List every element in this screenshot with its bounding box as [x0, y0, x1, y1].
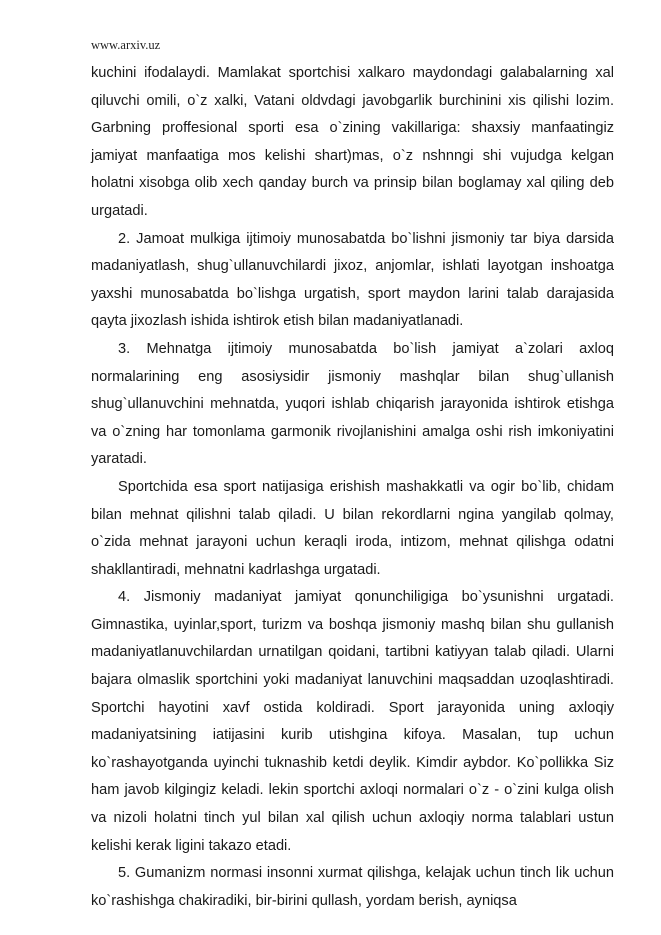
- paragraph-item-3: 3. Mehnatga ijtimoiy munosabatda bo`lish jamiyat a`zolari axloq normalarining eng asosiysidir jismoniy mashqlar bilan shug`ullanish shug`ullanuvchini mehnatda, yuqori ishlab chiqarish jarayonida ishtirok etishga va o`zning har tomonlama garmonik rivojlanishini amalga oshi rish imkoniyatini yaratadi.: [91, 340, 614, 468]
- paragraph-item-4: 4. Jismoniy madaniyat jamiyat qonunchiligiga bo`ysunishni urgatadi. Gimnastika, uyinlar,sport, turizm va boshqa jismoniy mashq bilan shu gullanish madaniyatlanuvchilardan urnatilgan qoidani, tartibni katiyyan talab qiladi. Ularni bajara olmaslik sportchini yoki madaniyat lanuvchini maqsaddan uzoqlashtiradi. Sportchi hayotini xavf ostida koldiradi. Sport jarayonida uning axloqiy madaniyatsining iatijasini kurib utishgina kifoya. Masalan, tup uchun ko`rashayotganda uyinchi tuknashib ketdi deylik. Kimdir aybdor. Ko`pollikka Siz ham javob kilgingiz keladi. lekin sportchi axloqi normalari o`z - o`zini kulga olish va nizoli holatni tinch yul bilan xal qilish uchun axloqiy norma talablari ustun kelishi kerak ligini takazo etadi.: [91, 589, 614, 854]
- paragraph-continuation: kuchini ifodalaydi. Mamlakat sportchisi xalkaro maydondagi galabalarning xal qiluvchi omili, o`z xalki, Vatani oldvdagi javobgarlik burchininі xis qilishi lozim. Garbning proffesional sporti esa o`zining vakillariga: shaxsiy manfaatingiz jamiyat manfaatiga mos kelishi shart)mas, o`z nshnngi shi vujudga kelgan holatni xisobga olib xech qanday burch va prinsip bilan boglamay xal qiling deb urgatadi.: [91, 65, 614, 219]
- site-url-header: www.arxiv.uz: [91, 38, 161, 52]
- paragraph-item-5: 5. Gumanizm normasi insonni xurmat qilishga, kelajak uchun tinch lik uchun ko`rashishga chakiradiki, bir-birini qullash, yordam berish, ayniqsa: [91, 865, 614, 909]
- paragraph-sportchida: Sportchida esa sport natijasiga erishish mashakkatli va ogir bo`lib, chidam bilan mehnat qilishni talab qiladi. U bilan rekordlarni ngina yangilab qolmay, o`zida mehnat jarayoni uchun keraqli iroda, intizom, mehnat qilishga odatni shakllantiradi, mehnatni kadrlashga urgatadi.: [91, 478, 614, 578]
- document-body: [91, 60, 614, 915]
- paragraph-item-2: 2. Jamoat mulkiga ijtimoiy munosabatda bo`lishni jismoniy tar biya darsida madaniyatlash, shug`ullanuvchilardi jixoz, anjomlar, ishlati layotgan inshoatga yaxshi munosabatda bo`lishga urgatish, sport maydon larini talab darajasida qayta jixozlash ishida ishtirok etish bilan madaniyatlanadi.: [91, 230, 614, 330]
